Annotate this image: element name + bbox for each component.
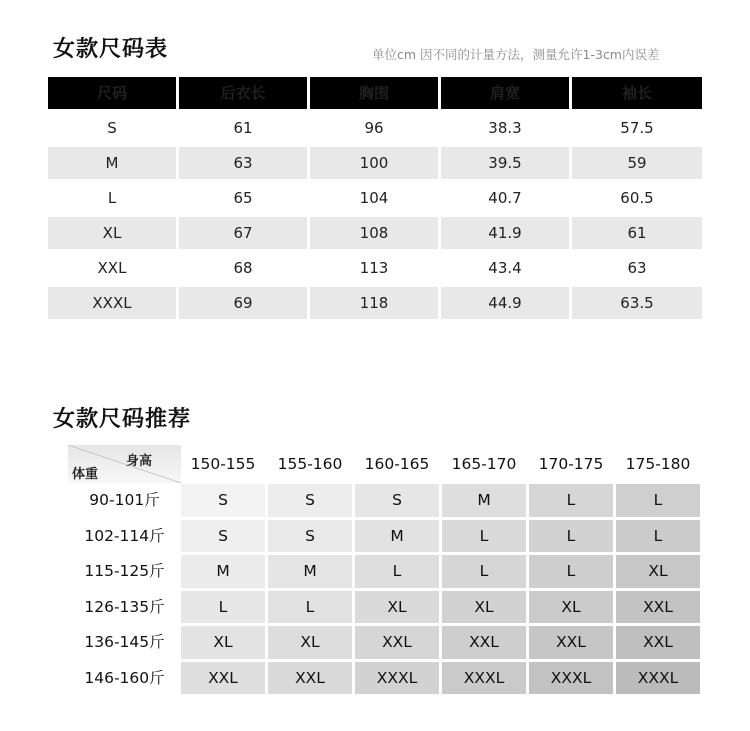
recommended-size-cell: XXXL bbox=[355, 662, 439, 695]
weight-row-header: 146-160斤 bbox=[84, 668, 165, 687]
table-cell: 61 bbox=[179, 112, 307, 144]
recommended-size-cell: XXL bbox=[529, 626, 613, 659]
recommended-size-cell: XXL bbox=[616, 591, 700, 624]
recommended-size-cell: XXL bbox=[616, 626, 700, 659]
header-back-length: 后衣长 bbox=[179, 77, 307, 109]
table-cell: 61 bbox=[572, 217, 702, 249]
recommended-size-cell: XXL bbox=[181, 662, 265, 695]
recommended-size-cell: XXXL bbox=[529, 662, 613, 695]
table-cell: 60.5 bbox=[572, 182, 702, 214]
table-cell: 41.9 bbox=[441, 217, 569, 249]
recommended-size-cell: XL bbox=[181, 626, 265, 659]
table-cell: 100 bbox=[310, 147, 438, 179]
table-row bbox=[48, 182, 702, 214]
recommended-size-cell: XXL bbox=[355, 626, 439, 659]
table-cell: 38.3 bbox=[441, 112, 569, 144]
table-cell: XXL bbox=[48, 252, 176, 284]
header-chest: 胸围 bbox=[310, 77, 438, 109]
recommended-size-cell: L bbox=[442, 520, 526, 553]
table-cell: 63 bbox=[179, 147, 307, 179]
table-cell: 59 bbox=[572, 147, 702, 179]
recommended-size-cell: L bbox=[616, 484, 700, 517]
table-cell: 68 bbox=[179, 252, 307, 284]
recommended-size-cell: S bbox=[268, 484, 352, 517]
table-cell: 65 bbox=[179, 182, 307, 214]
recommended-size-cell: XXL bbox=[268, 662, 352, 695]
table-cell: 57.5 bbox=[572, 112, 702, 144]
table-cell: 113 bbox=[310, 252, 438, 284]
recommended-size-cell: S bbox=[355, 484, 439, 517]
table-cell: 39.5 bbox=[441, 147, 569, 179]
size-chart-title: 女款尺码表 bbox=[53, 37, 169, 62]
recommended-size-cell: M bbox=[442, 484, 526, 517]
recommended-size-cell: L bbox=[529, 484, 613, 517]
table-row bbox=[48, 252, 702, 284]
recommended-size-cell: L bbox=[616, 520, 700, 553]
size-recommendation-table bbox=[68, 445, 700, 695]
table-cell: 104 bbox=[310, 182, 438, 214]
height-column-header: 175-180 bbox=[625, 455, 691, 473]
weight-row-header: 115-125斤 bbox=[84, 562, 165, 580]
recommended-size-cell: L bbox=[442, 555, 526, 588]
recommendation-grid bbox=[181, 484, 700, 694]
table-row bbox=[48, 147, 702, 179]
table-cell: 67 bbox=[179, 217, 307, 249]
recommendation-title: 女款尺码推荐 bbox=[53, 407, 192, 432]
table-cell: S bbox=[48, 112, 176, 144]
header-sleeve: 袖长 bbox=[572, 77, 702, 109]
table-row bbox=[48, 287, 702, 319]
recommended-size-cell: S bbox=[268, 520, 352, 553]
size-chart-header-row bbox=[48, 77, 702, 109]
weight-row-header: 136-145斤 bbox=[84, 633, 165, 651]
height-column-header: 170-175 bbox=[538, 455, 604, 473]
recommended-size-cell: M bbox=[181, 555, 265, 588]
table-cell: XL bbox=[48, 217, 176, 249]
table-cell: M bbox=[48, 147, 176, 179]
header-shoulder: 肩宽 bbox=[441, 77, 569, 109]
weight-axis-label: 体重 bbox=[72, 467, 99, 482]
recommended-size-cell: XL bbox=[529, 591, 613, 624]
weight-row-header: 102-114斤 bbox=[84, 526, 165, 545]
recommended-size-cell: S bbox=[181, 520, 265, 553]
table-cell: 43.4 bbox=[441, 252, 569, 284]
height-column-header: 150-155 bbox=[190, 455, 256, 473]
recommended-size-cell: S bbox=[181, 484, 265, 517]
header-size: 尺码 bbox=[48, 77, 176, 109]
height-column-header: 155-160 bbox=[277, 455, 343, 473]
recommended-size-cell: XL bbox=[355, 591, 439, 624]
recommended-size-cell: L bbox=[529, 555, 613, 588]
recommended-size-cell: L bbox=[181, 591, 265, 624]
recommended-size-cell: L bbox=[529, 520, 613, 553]
corner-cell bbox=[68, 445, 181, 483]
recommended-size-cell: XXL bbox=[442, 626, 526, 659]
size-chart-table bbox=[48, 77, 702, 319]
table-row bbox=[48, 112, 702, 144]
table-cell: 96 bbox=[310, 112, 438, 144]
table-row bbox=[48, 217, 702, 249]
table-cell: 44.9 bbox=[441, 287, 569, 319]
recommended-size-cell: L bbox=[355, 555, 439, 588]
table-cell: 63.5 bbox=[572, 287, 702, 319]
table-cell: XXXL bbox=[48, 287, 176, 319]
recommended-size-cell: XXXL bbox=[616, 662, 700, 695]
measurement-note: 单位cm 因不同的计量方法，测量允许1-3cm内误差 bbox=[372, 47, 660, 62]
table-cell: 108 bbox=[310, 217, 438, 249]
table-cell: 69 bbox=[179, 287, 307, 319]
recommended-size-cell: XL bbox=[442, 591, 526, 624]
height-axis-label: 身高 bbox=[126, 454, 153, 469]
recommended-size-cell: M bbox=[268, 555, 352, 588]
height-column-header: 165-170 bbox=[451, 455, 517, 473]
recommended-size-cell: M bbox=[355, 520, 439, 553]
table-cell: 40.7 bbox=[441, 182, 569, 214]
recommended-size-cell: XL bbox=[268, 626, 352, 659]
weight-row-header: 126-135斤 bbox=[84, 597, 165, 616]
recommended-size-cell: L bbox=[268, 591, 352, 624]
table-cell: L bbox=[48, 182, 176, 214]
table-cell: 63 bbox=[572, 252, 702, 284]
table-cell: 118 bbox=[310, 287, 438, 319]
weight-row-header: 90-101斤 bbox=[89, 491, 160, 509]
height-column-header: 160-165 bbox=[364, 455, 430, 473]
recommended-size-cell: XXXL bbox=[442, 662, 526, 695]
recommended-size-cell: XL bbox=[616, 555, 700, 588]
